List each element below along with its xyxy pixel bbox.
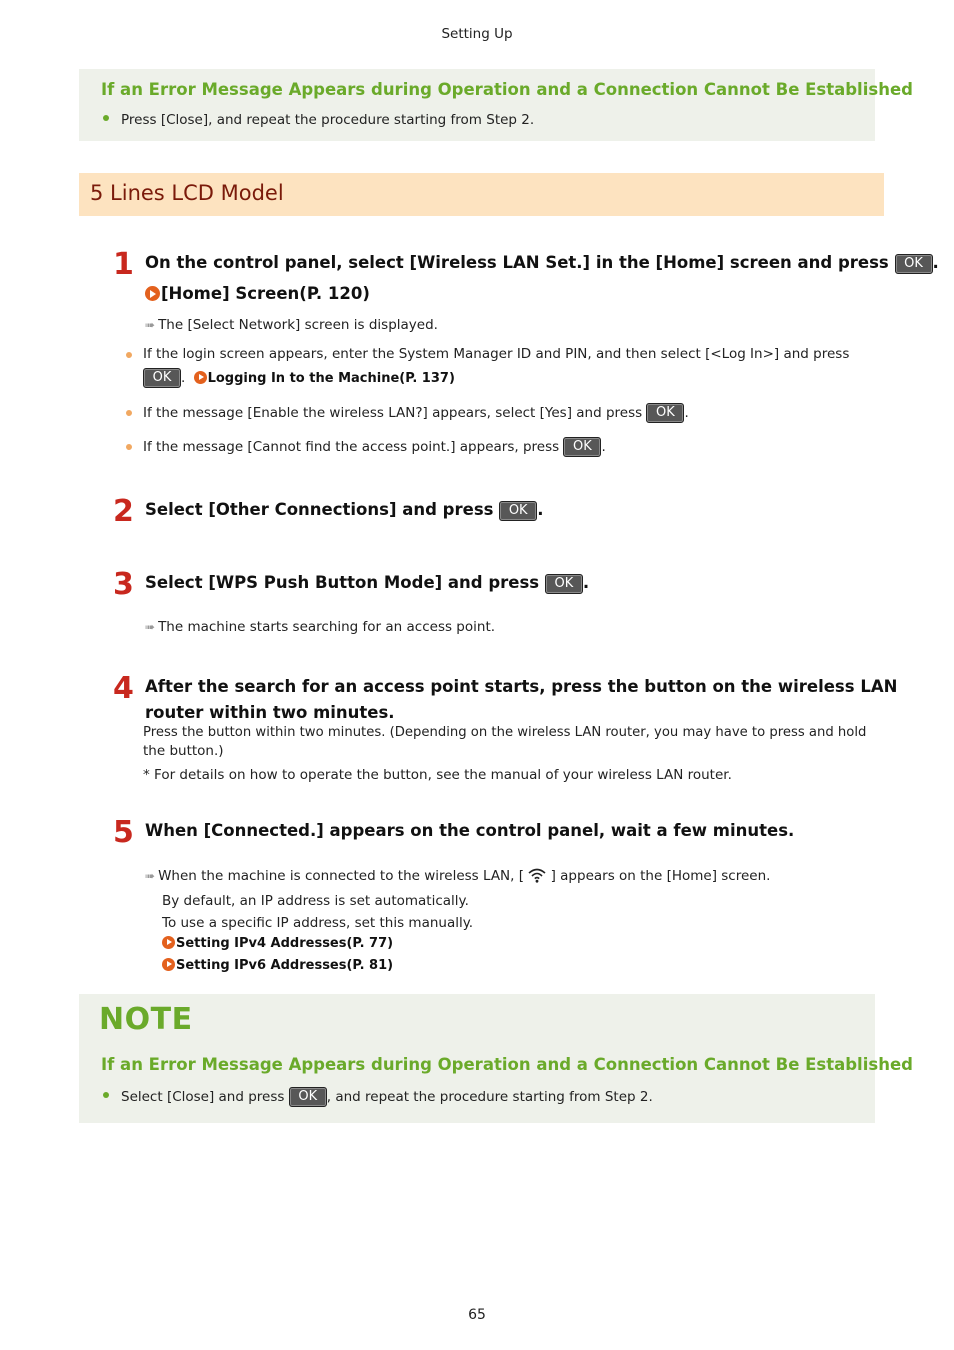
step-4-number: 4 <box>113 671 134 706</box>
step-1-result: ➠ The [Select Network] screen is displayed. <box>145 317 438 333</box>
ok-key-icon: OK <box>289 1087 327 1107</box>
step-1-bullet-1-cont: OK . Logging In to the Machine(P. 137) <box>143 368 455 388</box>
step-4-body-line-1: Press the button within two minutes. (Depending on the wireless LAN router, you may have to press and hold <box>143 725 867 740</box>
step-5-result: ➠ When the machine is connected to the wireless LAN, [ ] appears on the [Home] screen. <box>145 868 771 884</box>
login-link[interactable]: Logging In to the Machine(P. 137) <box>194 370 455 386</box>
step-1-title: On the control panel, select [Wireless LAN Set.] in the [Home] screen and press OK . <box>145 253 939 272</box>
step-1-bullet-2: If the message [Enable the wireless LAN?] appears, select [Yes] and press OK . <box>143 405 689 421</box>
ok-key-icon: OK <box>563 437 601 457</box>
bullet-dot <box>103 1092 109 1098</box>
step-5-line-3: To use a specific IP address, set this manually. <box>162 915 474 931</box>
ok-key-icon: OK <box>545 574 583 594</box>
link-arrow-icon <box>162 936 175 949</box>
step-5-number: 5 <box>113 815 134 850</box>
page-header: Setting Up <box>441 26 513 42</box>
step-1-number: 1 <box>113 247 134 282</box>
bullet-dot <box>126 444 132 450</box>
step-4-body-line-2: the button.) <box>143 743 224 759</box>
step-4-body-line-3: * For details on how to operate the button, see the manual of your wireless LAN router. <box>143 767 732 783</box>
result-arrow-icon: ➠ <box>145 620 156 634</box>
note-title: If an Error Message Appears during Operation and a Connection Cannot Be Established <box>101 1055 913 1074</box>
step-4-title-line-2: router within two minutes. <box>145 703 395 722</box>
note-box <box>79 994 913 1123</box>
page-number: 65 <box>468 1307 486 1323</box>
section-heading-bar <box>79 173 884 216</box>
link-arrow-icon <box>194 371 207 384</box>
step-5-title: When [Connected.] appears on the control panel, wait a few minutes. <box>145 821 795 840</box>
note-heading: NOTE <box>99 1002 193 1037</box>
link-arrow-icon <box>145 286 160 301</box>
bullet-dot <box>103 115 109 121</box>
step-3-result: ➠ The machine starts searching for an access point. <box>145 619 496 635</box>
link-arrow-icon <box>162 958 175 971</box>
ok-key-icon: OK <box>143 368 181 388</box>
note-bullet: Select [Close] and press OK , and repeat the procedure starting from Step 2. <box>103 1087 653 1107</box>
ok-key-icon: OK <box>646 403 684 423</box>
step-2-title: Select [Other Connections] and press OK . <box>145 500 544 519</box>
step-3-title: Select [WPS Push Button Mode] and press OK . <box>145 573 590 592</box>
wifi-icon <box>528 867 546 883</box>
step-1-bullet-3: If the message [Cannot find the access point.] appears, press OK . <box>143 439 606 455</box>
step-4-title-line-1: After the search for an access point starts, press the button on the wireless LAN <box>145 677 898 696</box>
ipv6-link[interactable]: Setting IPv6 Addresses(P. 81) <box>162 958 393 973</box>
step-2-number: 2 <box>113 494 134 529</box>
error-message-box <box>79 69 913 141</box>
error-box-title: If an Error Message Appears during Operation and a Connection Cannot Be Established <box>101 80 913 99</box>
step-5-line-2: By default, an IP address is set automatically. <box>162 893 469 909</box>
ipv4-link[interactable]: Setting IPv4 Addresses(P. 77) <box>162 936 393 951</box>
section-title: 5 Lines LCD Model <box>90 181 284 205</box>
error-box-bullet: Press [Close], and repeat the procedure starting from Step 2. <box>103 112 534 128</box>
step-3-number: 3 <box>113 567 134 602</box>
ok-key-icon: OK <box>895 254 933 274</box>
bullet-dot <box>126 410 132 416</box>
result-arrow-icon: ➠ <box>145 869 156 883</box>
ok-key-icon: OK <box>499 501 537 521</box>
step-1-bullet-1: If the login screen appears, enter the System Manager ID and PIN, and then select [<Log In>] and press <box>143 346 850 362</box>
result-arrow-icon: ➠ <box>145 318 156 332</box>
bullet-dot <box>126 352 132 358</box>
step-1-link[interactable]: [Home] Screen(P. 120) <box>145 284 370 303</box>
